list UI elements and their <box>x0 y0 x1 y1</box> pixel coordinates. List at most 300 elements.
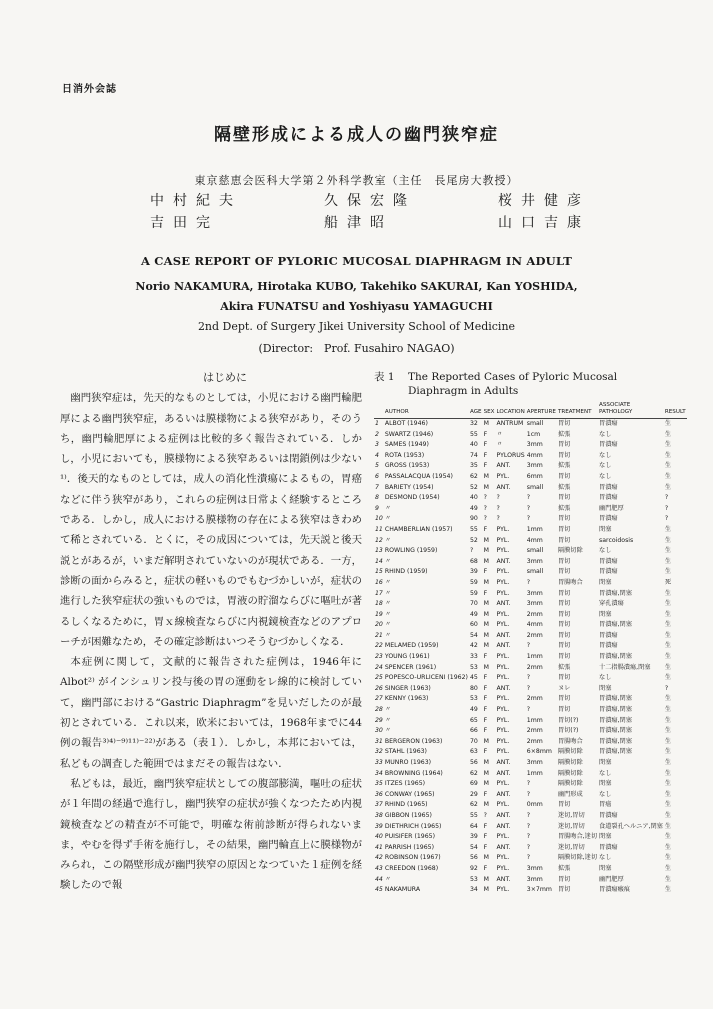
table-row <box>374 483 687 494</box>
column-header: LOCATION <box>496 402 526 419</box>
table-cell: 16 <box>375 578 383 586</box>
authors-japanese-row2 <box>150 212 590 232</box>
table-cell: 胃切 <box>557 525 571 533</box>
table-cell: PYL. <box>496 833 510 841</box>
table-cell: RHIND (1959) <box>384 568 428 576</box>
table-cell: ? <box>526 504 531 512</box>
table-cell: 30 <box>375 727 383 735</box>
table-cell: 胃腸吻合 <box>557 737 583 745</box>
table-cell: 閉塞 <box>599 759 612 766</box>
table-cell: 74 <box>469 451 478 459</box>
table-cell: 39 <box>469 568 478 576</box>
table-cell: 〃 <box>384 600 392 608</box>
table-cell: F <box>483 674 488 682</box>
table-cell: ? <box>664 515 669 523</box>
table-cell: 胃潰瘍 <box>599 483 618 491</box>
table-cell: 43 <box>375 864 383 872</box>
table-cell: 胃切(?) <box>557 716 579 724</box>
table-body <box>374 419 687 896</box>
table-cell: 42 <box>469 642 478 650</box>
table-cell: ? <box>496 504 500 512</box>
table-row <box>374 779 687 790</box>
body-paragraph: 私どもは，最近，幽門狭窄症状としての腹部膨満，嘔吐の症状が１年間の経過で進行し，幽門狭窄の症状が強くなつたため内視鏡検査などの精査が不可能で，明確な術前診断が得られないまま，やむを得ず手術を施行し，その結果，幽門輪直上に膜様物がみられ，この隔壁形成が幽門狭窄の原因となつていた１症例を経験したので報 <box>60 777 362 892</box>
table-cell: ? <box>526 578 531 586</box>
table-cell: 胃潰瘍 <box>599 642 618 650</box>
table-row <box>374 514 687 525</box>
table-cell: 64 <box>469 822 478 830</box>
table-row <box>374 747 687 758</box>
table-cell: F <box>483 843 488 851</box>
table-cell: 閉塞 <box>599 780 612 788</box>
table-cell: 62 <box>469 769 478 777</box>
table-cell: 3mm <box>526 441 543 449</box>
table-cell: 胃切 <box>557 536 571 544</box>
table-row <box>374 875 687 886</box>
table-cell: 拡張 <box>557 504 571 512</box>
table-cell: 迷切,胃切 <box>557 811 585 819</box>
table-row <box>374 853 687 864</box>
table-cell: 32 <box>375 748 383 756</box>
table-cell: DIETHRICH (1965) <box>384 822 442 830</box>
table-cell: 胃潰瘍,閉塞 <box>599 695 632 703</box>
table-cell: ANT. <box>496 483 511 491</box>
table-cell: ? <box>483 494 487 502</box>
column-header: TREATMENT <box>557 402 598 419</box>
table-row <box>374 620 687 631</box>
table-cell: 十二指腸潰瘍,閉塞 <box>599 663 651 671</box>
table-cell: PYL. <box>496 568 510 576</box>
table-cell: 55 <box>469 525 478 533</box>
table-row <box>374 864 687 875</box>
table-cell: NAKAMURA <box>384 886 421 894</box>
table-row <box>374 472 687 483</box>
table-cell: 胃切 <box>557 420 571 427</box>
table-row <box>374 589 687 600</box>
table-cell: small <box>526 568 544 576</box>
table-cell: 胃潰瘍,閉塞 <box>599 727 632 735</box>
table-cell: 胃潰瘍,閉塞 <box>599 706 632 714</box>
table-cell: M <box>483 483 489 491</box>
table-cell: 胃切 <box>557 886 571 894</box>
table-cell: M <box>483 610 489 618</box>
table-cell: 拡張 <box>557 462 571 470</box>
table-cell: 35 <box>469 462 478 470</box>
table-cell: 胃潰瘍,閉塞 <box>599 737 632 745</box>
table-cell: 0mm <box>526 801 543 809</box>
table-cell: なし <box>599 472 612 480</box>
table-cell: ? <box>469 547 474 555</box>
table-cell: F <box>483 589 488 597</box>
table-cell: 隔膜切除 <box>557 748 583 756</box>
table-cell: CONWAY (1965) <box>384 790 435 798</box>
table-cell: 胃切 <box>557 600 571 608</box>
table-cell: 拡張 <box>557 864 571 872</box>
table-row <box>374 726 687 737</box>
table-cell: ITZES (1965) <box>384 780 426 788</box>
table-cell: F <box>483 822 488 830</box>
table-caption-text: The Reported Cases of Pyloric Mucosal Diaphragm in Adults <box>408 371 618 397</box>
table-cell: 12 <box>375 536 383 544</box>
table-cell: ? <box>526 780 531 788</box>
table-cell: 62 <box>469 801 478 809</box>
table-cell: 6 <box>375 472 379 480</box>
table-row <box>374 419 687 430</box>
table-cell: M <box>483 886 489 894</box>
table-row <box>374 493 687 504</box>
table-cell: DESMOND (1954) <box>384 494 440 502</box>
table-cell: 〃 <box>384 515 392 523</box>
table-cell: F <box>483 684 488 692</box>
body-text-column <box>60 368 362 896</box>
table-cell: なし <box>599 547 612 555</box>
table-cell: 胃切 <box>557 631 571 639</box>
table-cell: SWARTZ (1946) <box>384 430 434 438</box>
table-cell: 拡張 <box>557 663 571 671</box>
table-cell: ? <box>526 854 531 862</box>
table-cell: 25 <box>375 674 383 682</box>
table-cell: PYL. <box>496 547 510 555</box>
table-cell: 2mm <box>526 695 543 703</box>
author-jp: 中村紀夫 <box>150 193 242 209</box>
table-cell: 生 <box>664 843 672 851</box>
table-cell: 生 <box>664 568 672 576</box>
table-cell: F <box>483 833 488 841</box>
table-cell: ? <box>664 684 669 692</box>
table-cell: 胃癌 <box>599 801 612 809</box>
table-row <box>374 652 687 663</box>
table-cell: 〃 <box>384 557 392 565</box>
table-cell: 6×8mm <box>526 748 552 756</box>
table-cell: 生 <box>664 441 672 449</box>
table-cell: 胃切 <box>557 557 571 565</box>
table-row <box>374 790 687 801</box>
table-row <box>374 737 687 748</box>
table-cell: 胃切 <box>557 674 571 682</box>
table-cell: 生 <box>664 525 672 533</box>
table-cell: 80 <box>469 684 478 692</box>
table-cell: 22 <box>375 642 383 650</box>
authors-english-line1: Norio NAKAMURA, Hirotaka KUBO, Takehiko SAKURAI, Kan YOSHIDA, <box>135 280 578 293</box>
table-row <box>374 843 687 854</box>
body-paragraph: 本症例に関して，文献的に報告された症例は，1946年に Albot²⁾ がインシュリン投与後の胃の運動をレ線的に検討していて，幽門部における“Gastric Diaphragm”を見いだしたのが最初とされている．これ以来，欧米においては，1968年までに44例の報告³⁾⁴⁾⁻⁹⁾¹¹⁾⁻²²⁾がある（表１）．しかし，本邦においては，私どもの調査した範囲ではまだその報告はない． <box>60 656 362 770</box>
author-jp: 吉田完 <box>150 215 219 231</box>
table-cell: 胃潰瘍 <box>599 494 618 502</box>
table-cell: 2mm <box>526 737 543 745</box>
table-cell: M <box>483 780 489 788</box>
table-cell: 26 <box>375 684 383 692</box>
table-row <box>374 504 687 515</box>
table-cell: 胃切 <box>557 441 571 449</box>
table-cell: 6mm <box>526 472 543 480</box>
column-header: RESULT <box>664 402 687 419</box>
table-cell: なし <box>599 430 612 438</box>
table-cell: 49 <box>469 504 478 512</box>
table-cell: 生 <box>664 875 672 883</box>
table-cell: 生 <box>664 536 672 544</box>
table-row <box>374 885 687 896</box>
table-cell: PYL. <box>496 578 510 586</box>
table-cell: 13 <box>375 547 383 555</box>
table-cell: PYL. <box>496 653 510 661</box>
journal-name: 日消外会誌 <box>62 84 117 95</box>
table-cell: 33 <box>375 759 383 766</box>
table-cell: 3×7mm <box>526 886 552 894</box>
table-cell: 31 <box>375 737 383 745</box>
table-cell: SAMES (1949) <box>384 441 429 449</box>
table-cell: CHAMBERLIAN (1957) <box>384 525 453 533</box>
table-cell: 32 <box>469 420 478 427</box>
table-row <box>374 832 687 843</box>
author-jp: 船津昭 <box>324 215 393 231</box>
table-cell: PYL. <box>496 525 510 533</box>
table-cell: M <box>483 557 489 565</box>
table-cell: 胃切 <box>557 568 571 576</box>
table-cell: 35 <box>375 780 383 788</box>
table-cell: 40 <box>469 494 478 502</box>
table-cell: 胃切 <box>557 801 571 809</box>
table-cell: 39 <box>469 833 478 841</box>
table-cell: ROBINSON (1967) <box>384 854 441 862</box>
table-cell: ? <box>496 515 500 523</box>
table-cell: 生 <box>664 462 672 470</box>
table-cell: ? <box>483 515 487 523</box>
affiliation-japanese: 東京慈恵会医科大学第２外科学教室（主任 長尾房大教授） <box>194 174 519 187</box>
table-cell: F <box>483 430 488 438</box>
table-cell: sarcoidosis <box>599 536 634 544</box>
table-cell: 胃潰瘍瘢痕 <box>599 886 630 894</box>
table-cell: 〃 <box>384 716 392 724</box>
table-cell: 34 <box>375 769 383 777</box>
table-cell: 3mm <box>526 759 543 766</box>
table-cell: 15 <box>375 568 383 576</box>
table-cell: 53 <box>469 663 478 671</box>
table-cell: ANT. <box>496 684 511 692</box>
table-cell: M <box>483 621 489 629</box>
table-cell: SINGER (1963) <box>384 684 431 692</box>
table-cell: 40 <box>375 833 383 841</box>
table-cell: ? <box>526 642 531 650</box>
table-cell: 〃 <box>384 536 392 544</box>
table-cell: 27 <box>375 695 383 703</box>
table-cell: 3mm <box>526 462 543 470</box>
table-cell: 42 <box>375 854 383 862</box>
table-cell: 生 <box>664 663 672 671</box>
table-cell: M <box>483 663 489 671</box>
column-header: ASSOCIATE PATHOLOGY <box>598 402 664 419</box>
table-row <box>374 694 687 705</box>
table-cell: M <box>483 472 489 480</box>
table-cell: 45 <box>469 674 478 682</box>
table-cell: 56 <box>469 759 478 766</box>
table-cell: 3mm <box>526 557 543 565</box>
table-cell: 1mm <box>526 716 543 724</box>
table-cell: 胃潰瘍,閉塞 <box>599 653 632 661</box>
table-cell: 54 <box>469 631 478 639</box>
table-cell: 62 <box>469 472 478 480</box>
table-cell: PUISIFER (1965) <box>384 833 436 841</box>
table-cell: 37 <box>375 801 383 809</box>
table-cell: 〃 <box>384 578 392 586</box>
body-paragraph: 幽門狭窄症は，先天的なものとしては，小児における幽門輪肥厚による幽門狭窄症，あるいは膜様物による狭窄があり，そのうち，幽門輪肥厚による症例は比較的多く報告されている．しかし，小児においても，膜様物による狭窄あるいは閉鎖例は少ない¹⁾．後天的なものとしては，成人の消化性潰瘍によるもの，胃癌などに伴う狭窄があり，これらの症例は日常よく経験するところである．しかし，成人における膜様物の存在による狭窄はきわめて稀とされている．とくに，その成因については，先天説と後天説とがあるが，いまだ解明されていないのが現状である．一方，診断の面からみると，症状の軽いものでもむづかしいが，症状の進行した狭窄症状の強いものでは，胃液の貯溜ならびに嘔吐が著るしくなるために，胃ｘ線検査ならびに内視鏡検査などのアプローチが困難なため，その確定診断はいつそうむづかしくなる． <box>60 392 362 648</box>
table-cell: 胃切(?) <box>557 727 579 735</box>
table-cell: 2mm <box>526 663 543 671</box>
table-cell: RHIND (1965) <box>384 801 428 809</box>
table-cell: ヌレ <box>557 684 571 692</box>
table-cell: なし <box>599 451 612 459</box>
table-cell: 胃切 <box>557 451 571 459</box>
table-cell: 生 <box>664 621 672 629</box>
table-cell: F <box>483 653 488 661</box>
table-cell: M <box>483 737 489 745</box>
table-cell: 59 <box>469 589 478 597</box>
table-cell: 生 <box>664 854 672 862</box>
table-cell: PARRISH (1965) <box>384 843 434 851</box>
table-cell: ? <box>526 706 531 714</box>
table-cell: 胃切 <box>557 621 571 629</box>
table-cell: なし <box>599 674 612 682</box>
table-cell: 29 <box>375 716 383 724</box>
table-cell: 〃 <box>384 610 392 618</box>
table-cell: 66 <box>469 727 478 735</box>
table-cell: 閉塞 <box>599 684 612 692</box>
table-cell: 生 <box>664 811 672 819</box>
table-cell: なし <box>599 790 612 798</box>
table-cell: 68 <box>469 557 478 565</box>
table-cell: 55 <box>469 811 478 819</box>
table-cell: 生 <box>664 642 672 650</box>
table-row <box>374 440 687 451</box>
table-cell: 生 <box>664 886 672 894</box>
table-cell: 55 <box>469 430 478 438</box>
table-cell: 幽門肥厚 <box>599 504 624 512</box>
table-cell: F <box>483 748 488 756</box>
table-cell: 胃潰瘍,閉塞 <box>599 748 632 756</box>
table-cell: 49 <box>469 610 478 618</box>
table-cell: 拡張 <box>557 483 571 491</box>
table-cell: 4mm <box>526 536 543 544</box>
table-row <box>374 705 687 716</box>
table-cell: 2 <box>375 430 379 438</box>
table-cell: 29 <box>469 790 478 798</box>
table-cell: 52 <box>469 536 478 544</box>
table-cell: ANT. <box>496 600 511 608</box>
table-cell: F <box>483 727 488 735</box>
table-cell: 生 <box>664 695 672 703</box>
table-cell: 生 <box>664 801 672 809</box>
table-cell: 3mm <box>526 589 543 597</box>
table-cell: ANT. <box>496 759 511 766</box>
table-cell: M <box>483 631 489 639</box>
table-cell: ANT. <box>496 557 511 565</box>
table-cell: 36 <box>375 790 383 798</box>
table-cell: 胃潰瘍 <box>599 811 618 819</box>
table-cell: 39 <box>375 822 383 830</box>
table-cell: ? <box>483 811 487 819</box>
table-row <box>374 673 687 684</box>
table-cell: M <box>483 578 489 586</box>
table-cell: BERGERON (1963) <box>384 737 443 745</box>
table-row <box>374 769 687 780</box>
table-cell: PYL. <box>496 854 510 862</box>
table-cell: なし <box>599 854 612 862</box>
table-cell: 3 <box>375 441 379 449</box>
table-cell: 生 <box>664 547 672 555</box>
table-cell: 〃 <box>384 631 392 639</box>
table-cell: 54 <box>469 843 478 851</box>
table-cell: 生 <box>664 706 672 714</box>
table-cell: 胃切 <box>557 706 571 714</box>
table-cell: 生 <box>664 483 672 491</box>
table-1 <box>374 370 686 896</box>
table-cell: 33 <box>469 653 478 661</box>
table-cell: 胃潰瘍 <box>599 420 618 427</box>
table-cell: 胃切 <box>557 610 571 618</box>
table-cell: 生 <box>664 864 672 872</box>
table-cell: 胃腸吻合 <box>557 578 583 586</box>
table-cell: ANT. <box>496 769 511 777</box>
section-heading: はじめに <box>203 371 247 384</box>
table-cell: 隔膜切除 <box>557 759 583 766</box>
table-cell: PYL. <box>496 727 510 735</box>
table-cell: 生 <box>664 737 672 745</box>
cases-table <box>374 402 687 896</box>
column-header: AUTHOR <box>384 402 469 419</box>
table-row <box>374 578 687 589</box>
table-cell: 死 <box>664 578 672 586</box>
table-cell: 胃潰瘍 <box>599 568 618 576</box>
table-row <box>374 461 687 472</box>
table-cell: PYL. <box>496 472 510 480</box>
table-cell: STAHL (1963) <box>384 748 427 756</box>
table-row <box>374 536 687 547</box>
table-cell: 1mm <box>526 525 543 533</box>
table-cell: ROWLING (1959) <box>384 547 438 555</box>
table-cell: BROWNING (1964) <box>384 769 443 777</box>
table-cell: 生 <box>664 653 672 661</box>
table-cell: ANT. <box>496 790 511 798</box>
table-cell: F <box>483 462 488 470</box>
table-row <box>374 800 687 811</box>
table-cell: ? <box>483 504 487 512</box>
table-cell: 70 <box>469 600 478 608</box>
table-cell: 40 <box>469 441 478 449</box>
table-cell: 28 <box>375 706 383 714</box>
table-cell: ? <box>526 674 531 682</box>
table-cell: ? <box>526 843 531 851</box>
table-cell: 食道裂孔ヘルニア,閉塞 <box>599 822 663 830</box>
table-cell: 2mm <box>526 727 543 735</box>
table-cell: 隔膜切除 <box>557 547 583 555</box>
table-cell: PYL. <box>496 663 510 671</box>
table-cell: 生 <box>664 674 672 682</box>
table-cell: GIBBON (1965) <box>384 811 432 819</box>
table-cell: 胃潰瘍 <box>599 441 618 449</box>
table-cell: 70 <box>469 737 478 745</box>
table-cell: 胃潰瘍,閉塞 <box>599 716 632 724</box>
table-cell: PYL. <box>496 780 510 788</box>
table-cell: 2mm <box>526 631 543 639</box>
table-row <box>374 610 687 621</box>
table-cell: 60 <box>469 621 478 629</box>
table-cell: 90 <box>469 515 478 523</box>
table-cell: ? <box>526 515 531 523</box>
table-cell: 〃 <box>384 706 392 714</box>
table-cell: 胃切 <box>557 472 571 480</box>
table-cell: 閉塞 <box>599 610 612 618</box>
table-cell: 生 <box>664 833 672 841</box>
table-cell: ANT. <box>496 822 511 830</box>
table-row <box>374 663 687 674</box>
